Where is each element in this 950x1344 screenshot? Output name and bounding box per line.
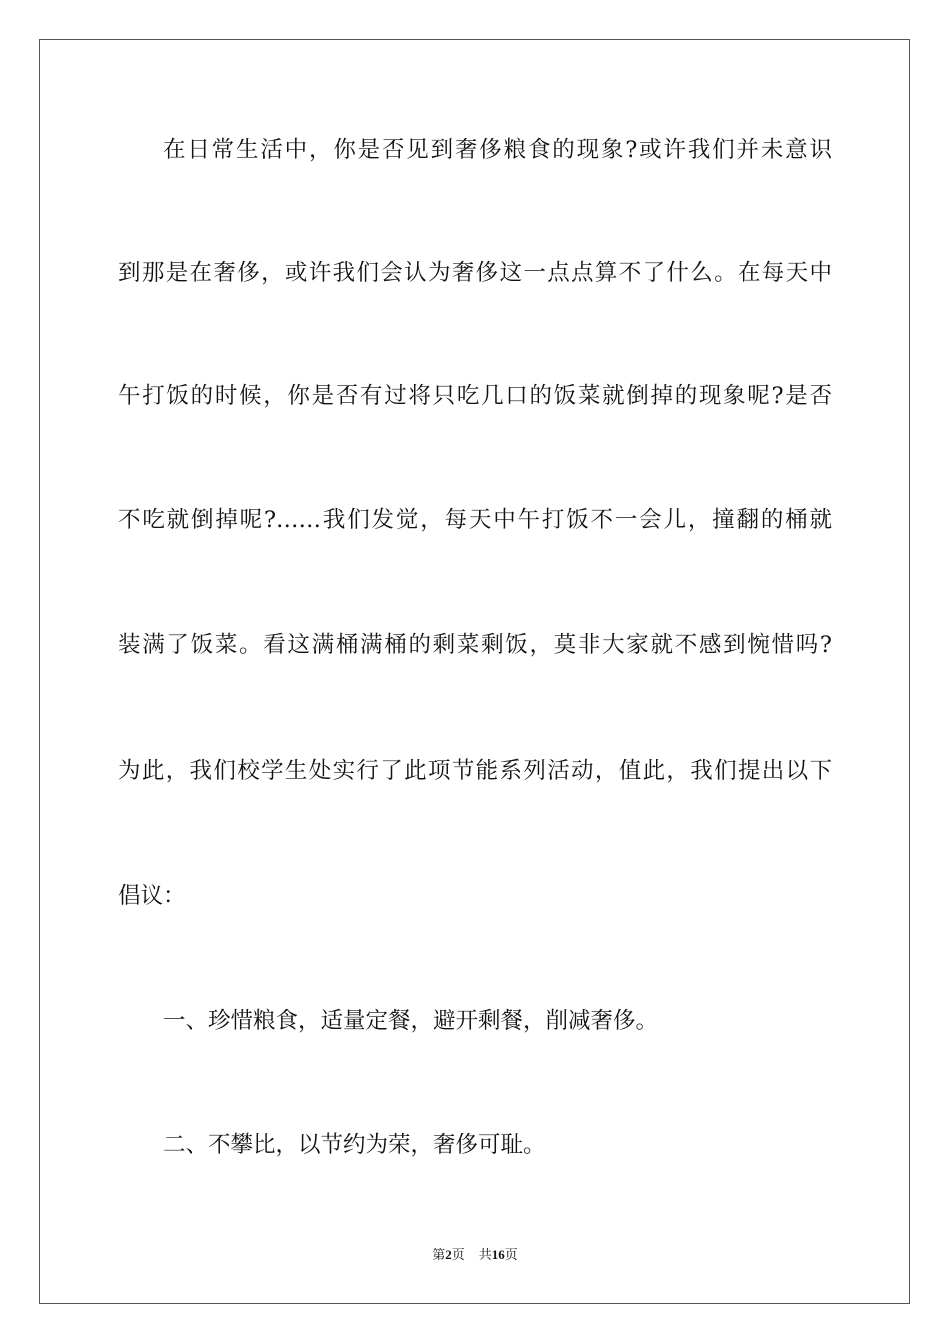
paragraph-line-7: 倡议： — [118, 883, 186, 909]
proposal-item-1: 一、珍惜粮食，适量定餐，避开剩餐，削减奢侈。 — [163, 1008, 659, 1034]
footer-total-number: 16 — [491, 1247, 505, 1262]
paragraph-line-1: 在日常生活中，你是否见到奢侈粮食的现象?或许我们并未意识 — [163, 137, 832, 163]
page-border — [39, 39, 910, 1304]
page-footer — [0, 1246, 950, 1264]
footer-page-suffix: 页 — [451, 1247, 465, 1262]
paragraph-line-4: 不吃就倒掉呢?……我们发觉，每天中午打饭不一会儿，撞翻的桶就 — [118, 507, 832, 533]
footer-page-number: 2 — [445, 1247, 452, 1262]
proposal-item-2: 二、不攀比，以节约为荣，奢侈可耻。 — [163, 1132, 546, 1158]
paragraph-line-6: 为此，我们校学生处实行了此项节能系列活动，值此，我们提出以下 — [118, 758, 832, 784]
paragraph-line-5: 装满了饭菜。看这满桶满桶的剩菜剩饭，莫非大家就不感到惋惜吗? — [118, 632, 832, 658]
paragraph-line-2: 到那是在奢侈，或许我们会认为奢侈这一点点算不了什么。在每天中 — [118, 260, 832, 286]
footer-total-suffix: 页 — [504, 1247, 518, 1262]
footer-total-prefix: 共 — [478, 1247, 492, 1262]
footer-page-prefix: 第 — [432, 1247, 446, 1262]
paragraph-line-3: 午打饭的时候，你是否有过将只吃几口的饭菜就倒掉的现象呢?是否 — [118, 383, 832, 409]
